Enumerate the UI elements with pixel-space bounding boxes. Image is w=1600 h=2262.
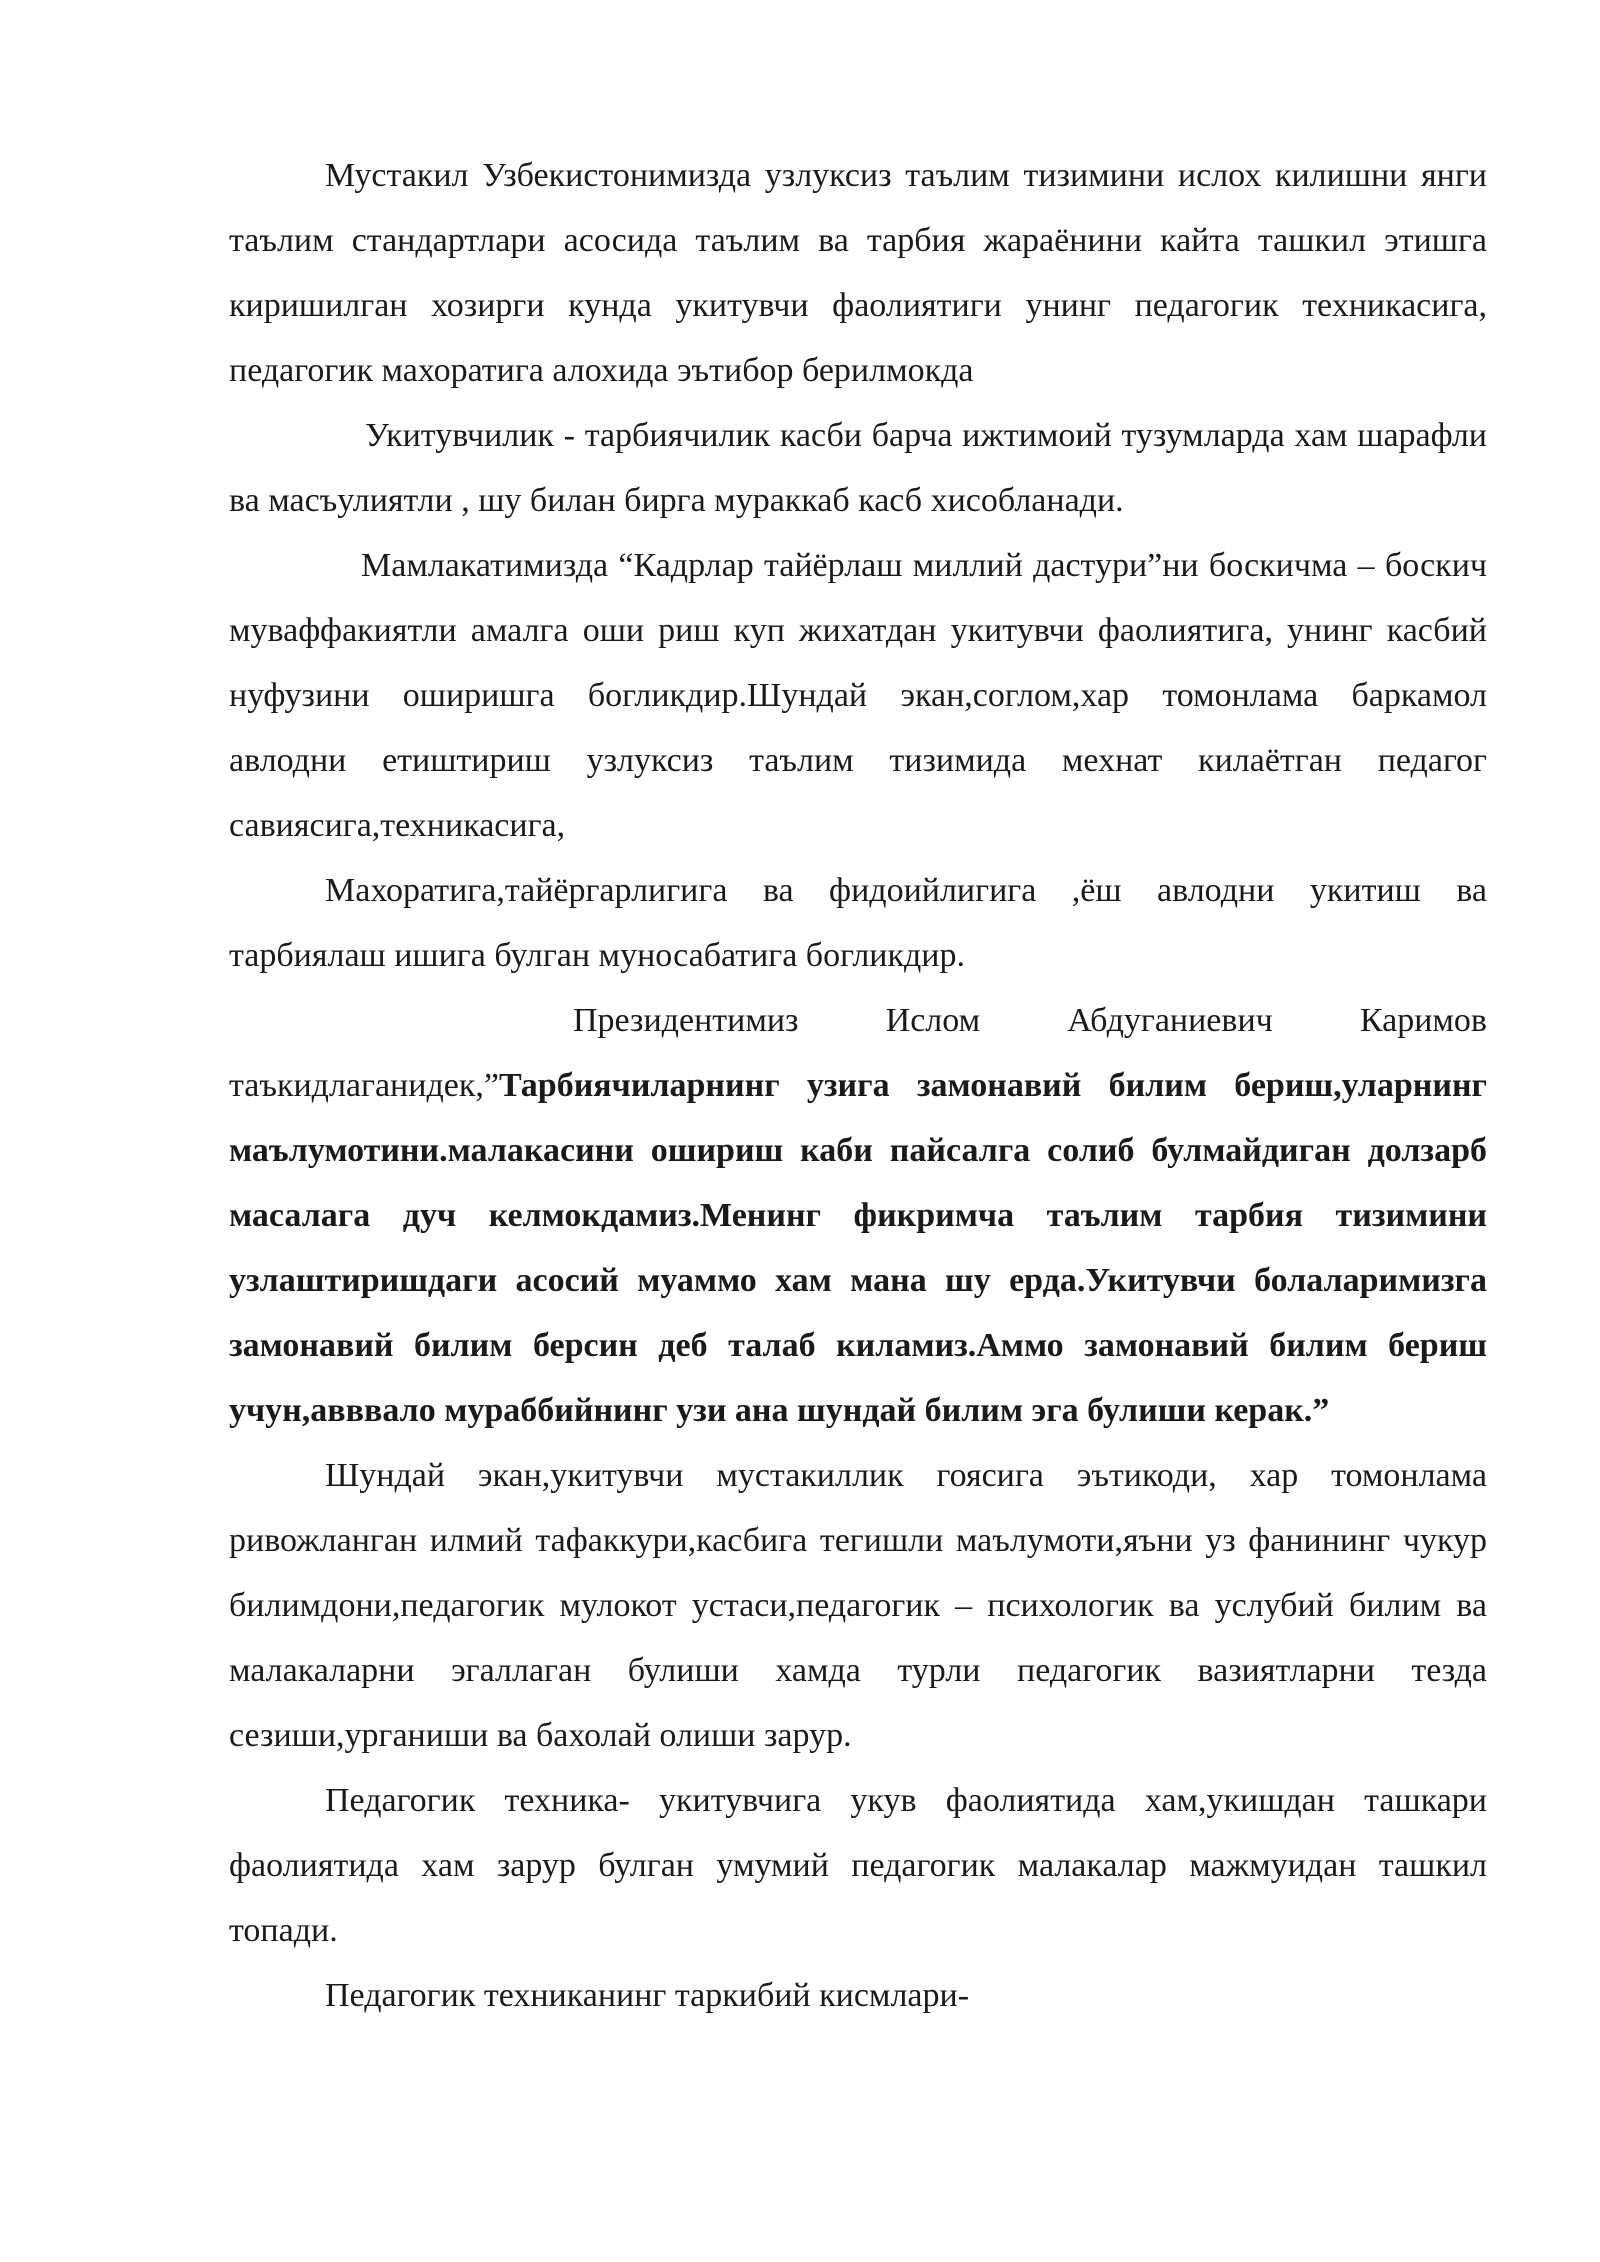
paragraph-5-quote [229, 988, 1487, 1443]
paragraph-4: Махоратига,тайёргарлигига ва фидоийлигига ,ёш авлодни укитиш ва тарбиялаш ишига булган муносабатига богликдир. [229, 872, 1487, 974]
document-page [229, 143, 1487, 2028]
paragraph-8: Педагогик техниканинг таркибий кисмлари- [325, 1977, 970, 2014]
paragraph-6: Шундай экан,укитувчи мустакиллик гоясига эътикоди, хар томонлама ривожланган илмий тафаккури,касбига тегишли маълумоти,яъни уз фанининг чукур билимдони,педагогик мулокот устаси,педагогик – психологик ва услубий билим ва малакаларни эгаллаган булиши хамда турли педагогик вазиятларни тезда сезиши,урганиши ва бахолай олиши зарур. [229, 1457, 1487, 1754]
paragraph-2: Укитувчилик - тарбиячилик касби барча ижтимоий тузумларда хам шарафли ва масъулиятли , шу билан бирга мураккаб касб хисобланади. [229, 417, 1487, 519]
paragraph-1: Мустакил Узбекистонимизда узлуксиз таълим тизимини ислох килишни янги таълим стандартлари асосида таълим ва тарбия жараёнини кайта ташкил этишга киришилган хозирги кунда укитувчи фаолиятиги унинг педагогик техникасига, педагогик махоратига алохида эътибор берилмокда [229, 157, 1487, 389]
quote-intro: Президентимиз Ислом Абдуганиевич Каримов таъкидлаганидек,” [229, 1002, 1487, 1104]
president-quote: Тарбиячиларнинг узига замонавий билим бериш,уларнинг маълумотини.малакасини ошириш каби пайсалга солиб булмайдиган долзарб масалага дуч келмокдамиз.Менинг фикримча таълим тарбия тизимини узлаштиришдаги асосий муаммо хам мана шу ерда.Укитувчи болаларимизга замонавий билим берсин деб талаб киламиз.Аммо замонавий билим бериш учун,авввало мураббийнинг узи ана шундай билим эга булиши керак.” [229, 1067, 1487, 1429]
paragraph-7: Педагогик техника- укитувчига укув фаолиятида хам,укишдан ташкари фаолиятида хам зарур булган умумий педагогик малакалар мажмуидан ташкил топади. [229, 1782, 1487, 1949]
paragraph-3: Мамлакатимизда “Кадрлар тайёрлаш миллий дастури”ни боскичма – боскич муваффакиятли амалга оши риш куп жихатдан укитувчи фаолиятига, унинг касбий нуфузини оширишга богликдир.Шундай экан,соглом,хар томонлама баркамол авлодни етиштириш узлуксиз таълим тизимида мехнат килаётган педагог савиясига,техникасига, [229, 547, 1487, 844]
